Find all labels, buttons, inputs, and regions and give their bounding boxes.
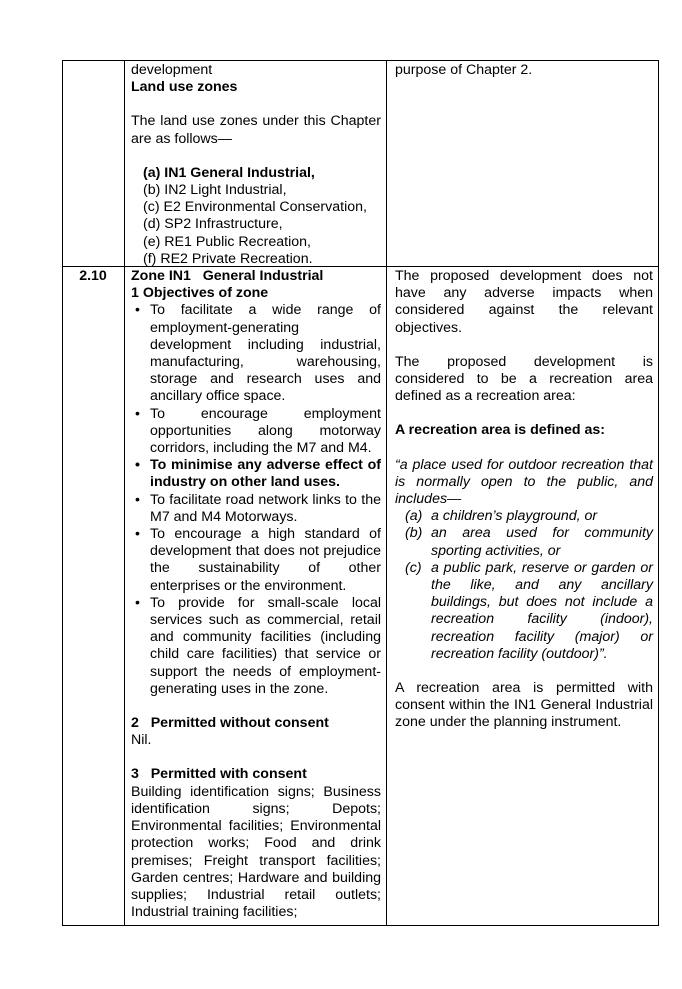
planning-table <box>62 60 659 926</box>
definition-marker: (b) <box>405 525 423 542</box>
definition-text: a children’s playground, or <box>431 508 598 525</box>
permitted-with-consent-text: Building identification signs; Business identification signs; Depots; Environmental facilities; Environmental protection works; Food and drink premises; Freight transport facilities; Garden centres; Hardware and building supplies; Industrial retail outlets; Industrial training facilities; <box>131 783 381 921</box>
definition-item <box>395 508 653 525</box>
objective-item: • To encourage employment opportunities along motorway corridors, including the M7 and M4. <box>131 406 381 458</box>
objective-item: • To minimise any adverse effect of industry on other land uses. <box>131 457 381 491</box>
zone-list <box>131 165 381 268</box>
land-use-zones-intro: The land use zones under this Chapter are as follows— <box>131 113 381 147</box>
definition-item <box>395 525 653 559</box>
zone-list-item: (d) SP2 Infrastructure, <box>143 216 283 233</box>
clause-number: 2.10 <box>79 268 107 284</box>
objective-item: • To provide for small-scale local services such as commercial, retail and community facilities (including child care facilities) that service or support the needs of employment-generating uses in the zone. <box>131 595 381 698</box>
definition-item <box>395 560 653 663</box>
definition-marker: (c) <box>405 559 422 576</box>
column-divider-2 <box>386 60 387 926</box>
objectives-heading: 1 Objectives of zone <box>131 285 269 302</box>
zone-list-item: (b) IN2 Light Industrial, <box>143 182 287 199</box>
objectives-list <box>131 302 381 698</box>
definition-text: an area used for community sporting activities, or <box>431 525 653 559</box>
permitted-without-consent-text: Nil. <box>131 732 152 749</box>
assessment-paragraph: The proposed development is considered to be a recreation area defined as a recreation area: <box>395 353 653 405</box>
table-border-bottom <box>62 925 659 926</box>
row1-zones-cell <box>131 62 381 268</box>
table-border-left <box>62 60 63 926</box>
zone-list-item: (f) RE2 Private Recreation. <box>143 250 313 267</box>
objective-item: • To facilitate road network links to the M7 and M4 Motorways. <box>131 492 381 526</box>
zone-list-item: (c) E2 Environmental Conservation, <box>143 199 367 216</box>
zone-title: Zone IN1 General Industrial <box>131 268 324 284</box>
carry-over-comment: purpose of Chapter 2. <box>395 62 533 78</box>
column-divider-1 <box>124 60 125 926</box>
land-use-zones-heading: Land use zones <box>131 79 238 96</box>
definition-list <box>395 508 653 663</box>
assessment-paragraph: A recreation area is permitted with consent within the IN1 General Industrial zone under the planning instrument. <box>395 680 653 731</box>
definition-text: a public park, reserve or garden or the like, and any ancillary buildings, but does not include a recreation facility (indoor), recreation facility (major) or recreation facility (outdoor)”. <box>431 559 653 662</box>
objective-item: • To encourage a high standard of development that does not prejudice the sustainability of other enterprises or the environment. <box>131 526 381 595</box>
permitted-with-consent-heading: 3 Permitted with consent <box>131 766 307 783</box>
zone-assessment-cell <box>395 268 653 732</box>
zone-in1-cell <box>131 268 381 921</box>
row1-comment-cell <box>395 62 653 79</box>
carry-over-text: development <box>131 62 213 78</box>
definition-intro: “a place used for outdoor recreation that is normally open to the public, and includes— <box>395 456 653 508</box>
zone-list-item: (a) IN1 General Industrial, <box>143 164 315 181</box>
table-border-top <box>62 60 659 61</box>
definition-marker: (a) <box>405 508 423 525</box>
definition-heading: A recreation area is defined as: <box>395 422 606 439</box>
permitted-without-consent-heading: 2 Permitted without consent <box>131 715 329 732</box>
objective-item: • To facilitate a wide range of employment-generating development including industrial, manufacturing, warehousing, storage and research uses and ancillary office space. <box>131 302 381 405</box>
table-border-right <box>658 60 659 926</box>
zone-list-item: (e) RE1 Public Recreation, <box>143 233 311 250</box>
assessment-paragraph: The proposed development does not have any adverse impacts when considered against the relevant objectives. <box>395 268 653 336</box>
